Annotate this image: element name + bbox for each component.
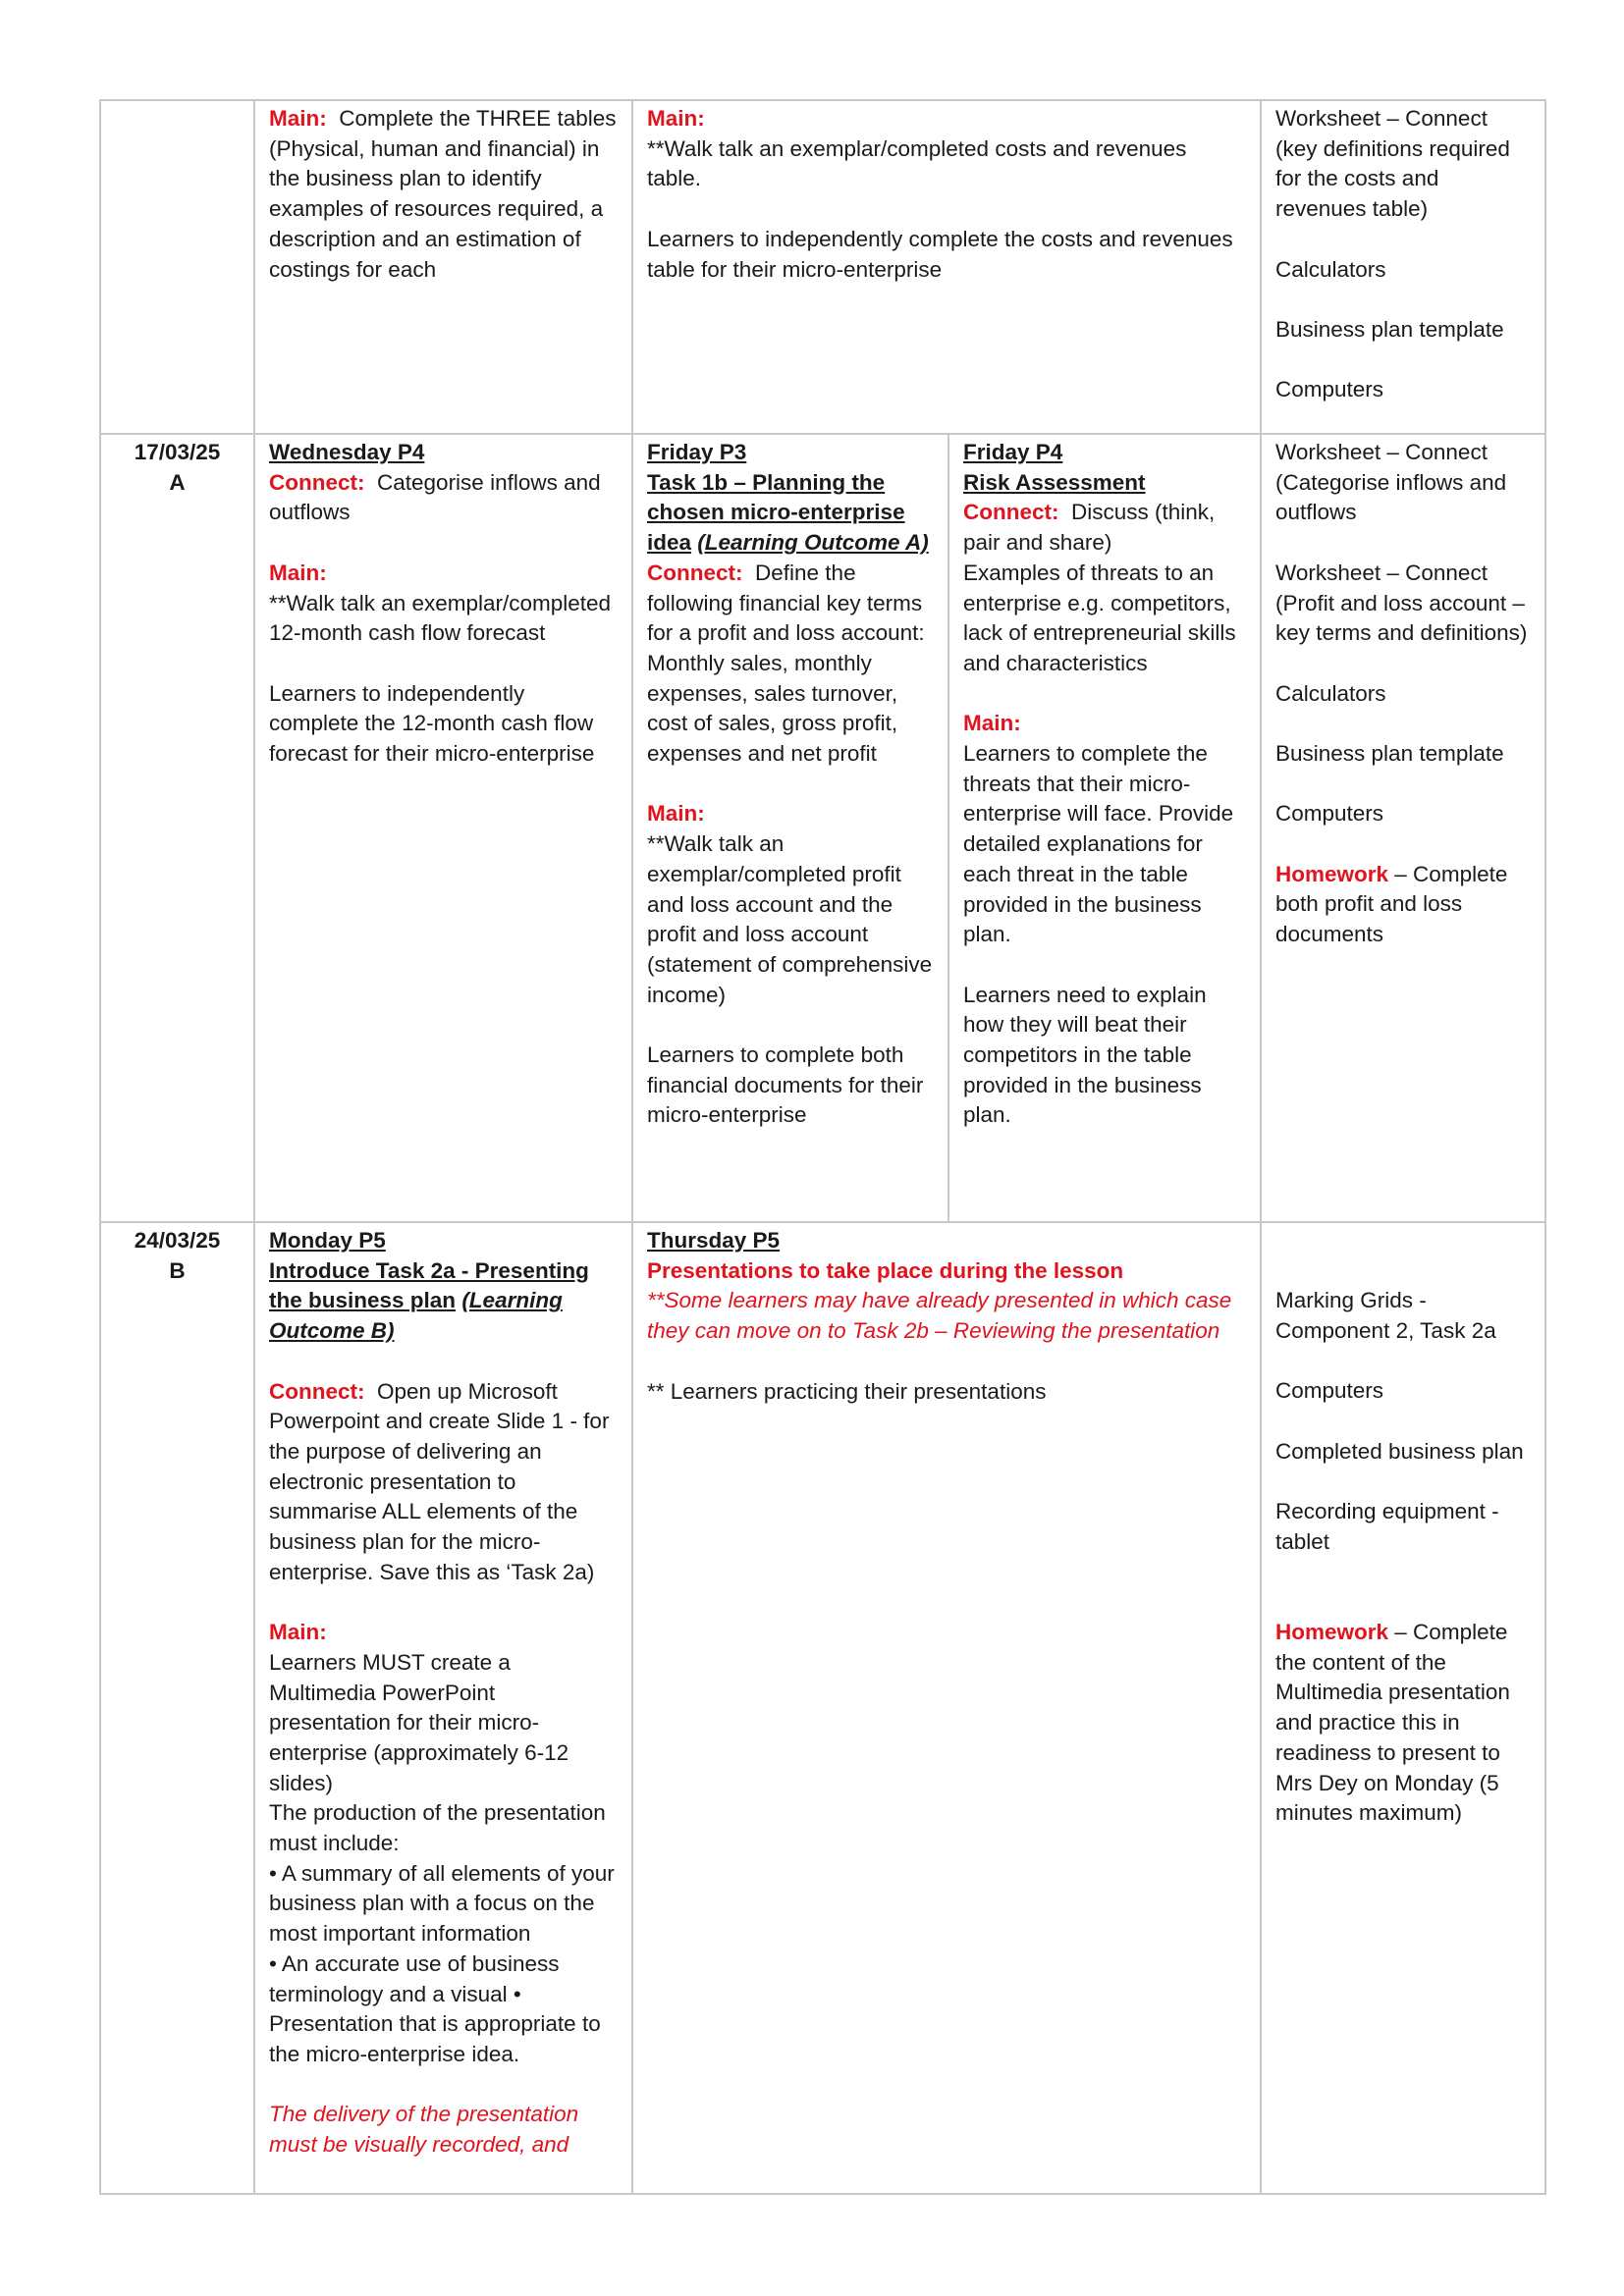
connect-text: Examples of threats to an enterprise e.g. competitors, lack of entrepreneurial skills and characteristics [963,560,1236,675]
lesson-plan-table [99,99,1546,2195]
task-title: Task 1b – Planning the chosen micro-enterprise idea [647,469,905,556]
connect-instruction [269,1377,618,1588]
connect-label: Connect: [963,500,1059,525]
resource-item: Computers [1275,377,1384,402]
main-text: Learners to independently complete the costs and revenues table for their micro-enterprise [647,226,1233,282]
main-text: **Walk talk an exemplar/completed profit and loss account and the profit and loss account (statement of comprehensive income) [647,831,933,1007]
connect-text: Open up Microsoft Powerpoint and create Slide 1 - for the purpose of delivering an electronic presentation to summarise ALL elements of the business plan for the micro-enterprise. Save this as ‘Task 2a) [269,1378,610,1584]
main-text: Complete the THREE tables (Physical, human and financial) in the business plan to identify examples of resources required, a description and an estimation of costings for each [269,106,617,282]
lesson-cell [632,1222,1261,2194]
task-title: Introduce Task 2a - Presenting the business plan [269,1257,589,1313]
connect-text: Discuss (think, pair and share) [963,500,1216,556]
main-text: The production of the presentation must include: [269,1800,606,1856]
presentation-note: **Some learners may have already presented in which case they can move on to Task 2b – Reviewing the presentation [647,1288,1232,1344]
main-text: **Walk talk an exemplar/completed costs and revenues table. [647,135,1187,191]
main-text: **Walk talk an exemplar/completed 12-month cash flow forecast [269,590,612,646]
connect-label: Connect: [269,1378,365,1404]
date-cell [100,434,254,1222]
resources-cell [1261,1222,1545,2194]
homework-note [1275,1618,1531,1829]
main-text: Learners to complete both financial documents for their micro-enterprise [647,1042,924,1128]
homework-label: Homework [1275,861,1389,886]
main-instruction [269,104,618,285]
resource-item: Computers [1275,1378,1384,1404]
lesson-day: Thursday P5 [647,1228,781,1253]
resource-item: Business plan template [1275,316,1504,342]
resource-item: Computers [1275,801,1384,827]
main-label: Main: [269,106,327,131]
homework-label: Homework [1275,1620,1389,1645]
resource-item: Worksheet – Connect (key definitions required for the costs and revenues table) [1275,106,1510,222]
resource-item: Marking Grids - Component 2, Task 2a [1275,1288,1496,1344]
lesson-day: Wednesday P4 [269,440,425,464]
table-row [100,100,1545,434]
task-heading [269,1256,618,1347]
lesson-cell [948,434,1261,1222]
main-label: Main: [963,711,1021,736]
date-text: 24/03/25 [134,1228,221,1253]
presentation-headline: Presentations to take place during the lesson [647,1257,1124,1283]
week-letter: A [169,469,186,495]
task-heading [647,468,934,559]
lesson-day: Monday P5 [269,1228,386,1253]
main-label: Main: [269,1620,327,1645]
resource-item: Recording equipment - tablet [1275,1499,1499,1554]
lesson-cell [632,100,1261,434]
resource-item: Worksheet – Connect (Profit and loss account – key terms and definitions) [1275,560,1528,646]
main-text: Learners MUST create a Multimedia PowerPoint presentation for their micro-enterprise (approximately 6-12 slides) [269,1649,569,1795]
connect-text: Define the following financial key terms for a profit and loss account: Monthly sales, monthly expenses, sales turnover, cost of sales, gross profit, expenses and net profit [647,560,925,767]
connect-text: Categorise inflows and outflows [269,469,601,525]
date-cell [100,1222,254,2194]
homework-text: – Complete both profit and loss documents [1275,861,1508,947]
connect-label: Connect: [647,560,743,585]
resources-cell [1261,100,1545,434]
learning-outcome: (Learning Outcome B) [269,1288,563,1344]
practice-note: ** Learners practicing their presentations [647,1378,1047,1404]
date-text: 17/03/25 [134,440,221,464]
main-label: Main: [647,801,705,827]
homework-note [1275,860,1531,950]
week-letter: B [169,1257,186,1283]
resource-item: Calculators [1275,680,1386,706]
main-label: Main: [269,560,327,585]
resource-item: Calculators [1275,256,1386,282]
main-text: Learners to complete the threats that their micro-enterprise will face. Provide detailed explanations for each threat in the table provided in the business plan. [963,741,1234,947]
learning-outcome: (Learning Outcome A) [697,530,929,556]
lesson-day: Friday P4 [963,440,1063,464]
connect-instruction [269,468,618,528]
lesson-cell [254,100,632,434]
main-bullet: • An accurate use of business terminology and a visual • Presentation that is appropriate to the micro-enterprise idea. [269,1950,601,2066]
main-label: Main: [647,106,705,131]
resource-item: Completed business plan [1275,1438,1524,1464]
lesson-cell [254,434,632,1222]
date-cell [100,100,254,434]
connect-instruction [963,498,1246,558]
task-title: Risk Assessment [963,469,1146,495]
main-text: Learners to independently complete the 12-month cash flow forecast for their micro-enterprise [269,680,595,766]
recording-note: The delivery of the presentation must be visually recorded, and [269,2102,579,2158]
lesson-cell [254,1222,632,2194]
lesson-day: Friday P3 [647,440,747,464]
resources-cell [1261,434,1545,1222]
lesson-cell [632,434,948,1222]
connect-label: Connect: [269,469,365,495]
table-row [100,434,1545,1222]
homework-text: – Complete the content of the Multimedia presentation and practice this in readiness to present to Mrs Dey on Monday (5 minutes maximum) [1275,1620,1510,1826]
table-row [100,1222,1545,2194]
resource-item: Business plan template [1275,740,1504,766]
main-bullet: • A summary of all elements of your business plan with a focus on the most important information [269,1860,615,1947]
connect-instruction [647,559,934,770]
date-text [115,104,240,134]
resource-item: Worksheet – Connect (Categorise inflows and outflows [1275,440,1507,525]
main-text: Learners need to explain how they will beat their competitors in the table provided in the business plan. [963,982,1207,1128]
lesson-plan-sheet [99,99,1546,2195]
